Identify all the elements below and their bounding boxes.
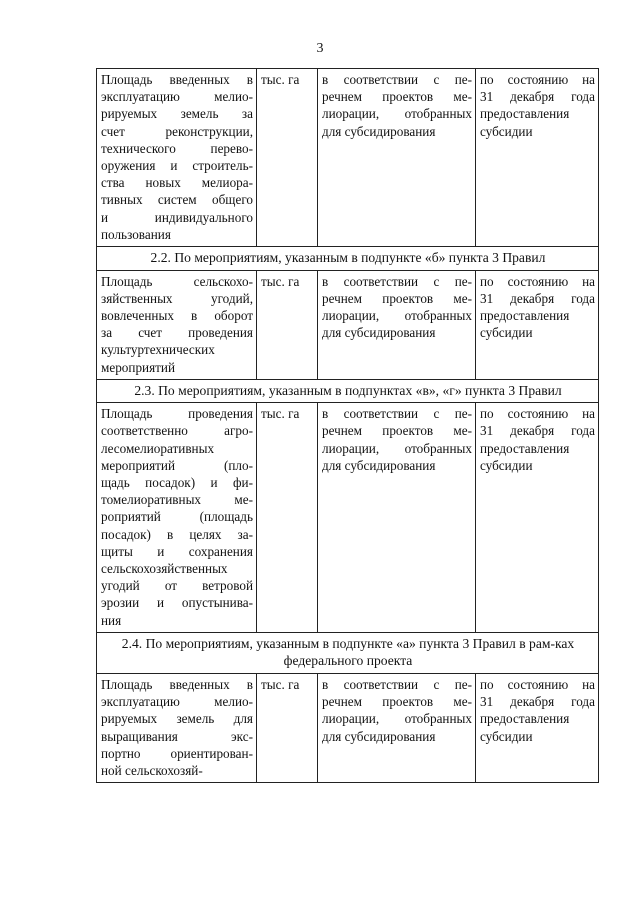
reporting-period-line: предоставления [480,106,570,122]
reporting-period-line: по состоянию на [480,72,595,87]
indicator-name-line: эрозии и опустынива- [101,595,253,611]
indicator-name-line: Площадь проведения [101,406,253,422]
reporting-period-line: 31 декабря года [480,290,595,306]
table-row [97,69,599,247]
reporting-period-line: по состоянию на [480,406,595,422]
table-row [97,403,599,633]
indicator-name-line: и индивидуального [101,209,253,225]
reporting-period [476,673,599,782]
data-source [318,69,476,247]
indicator-name-line: щиты и сохранения [101,543,253,559]
reporting-period [476,403,599,633]
indicator-name-line: роприятий (площадь [101,509,253,525]
section-row [97,379,599,403]
table-row [97,270,599,379]
indicator-name-line: счет реконструкции, [101,123,253,139]
section-row [97,632,599,673]
indicator-name-line: оружения и строитель- [101,158,253,174]
page-number: 3 [316,41,324,56]
data-source [318,270,476,379]
indicator-name-line: Площадь введенных в [101,676,253,692]
reporting-period [476,270,599,379]
indicator-name [97,270,257,379]
section-heading: 2.3. По мероприятиям, указанным в подпунктах «в», «г» пункта 3 Правил [97,379,599,403]
data-source-line: в соответствии с пе- [322,273,472,289]
indicator-name [97,673,257,782]
data-source-line: лиорации, отобранных [322,106,472,122]
unit-cell: тыс. га [257,69,318,247]
indicator-name-line: посадок) в целях за- [101,526,253,542]
indicator-name-line: томелиоративных ме- [101,492,253,508]
indicator-name [97,403,257,633]
indicator-name-line: лесомелиоративных [101,440,215,456]
data-source-line: для субсидирования [322,123,436,139]
unit-cell: тыс. га [257,403,318,633]
indicator-name-line: эксплуатацию мелио- [101,89,253,105]
reporting-period-line: 31 декабря года [480,89,595,105]
section-row [97,247,599,271]
indicator-name-line: рируемых земель для [101,711,253,727]
indicator-name-line: мероприятий [101,359,176,375]
section-heading: 2.4. По мероприятиям, указанным в подпункте «а» пункта 3 Правил в рам-ках федерального проекта [97,632,599,673]
indicator-name-line: Площадь введенных в [101,72,253,87]
data-source-line: в соответствии с пе- [322,72,472,87]
data-source-line: в соответствии с пе- [322,676,472,692]
indicators-table-body [97,69,599,783]
indicators-table [96,68,599,783]
table-row [97,673,599,782]
indicator-name-line: щадь посадок) и фи- [101,475,253,491]
data-source-line: для субсидирования [322,325,436,341]
unit-cell: тыс. га [257,673,318,782]
indicator-name-line: мероприятий (пло- [101,457,253,473]
indicator-name-line: угодий от ветровой [101,578,253,594]
indicator-name-line: сельскохозяйственных [101,561,228,577]
indicator-name-line: культуртехнических [101,342,215,358]
reporting-period-line: по состоянию на [480,676,595,692]
reporting-period-line: 31 декабря года [480,423,595,439]
indicator-name-line: ства новых мелиора- [101,175,253,191]
data-source-line: для субсидирования [322,728,436,744]
reporting-period-line: предоставления [480,711,570,727]
indicator-name-line: эксплуатацию мелио- [101,694,253,710]
data-source-line: речнем проектов ме- [322,423,472,439]
indicator-name [97,69,257,247]
indicator-name-line: за счет проведения [101,325,253,341]
data-source-line: в соответствии с пе- [322,406,472,422]
indicator-name-line: зяйственных угодий, [101,290,253,306]
unit-cell: тыс. га [257,270,318,379]
reporting-period-line: субсидии [480,728,533,744]
data-source [318,403,476,633]
section-heading: 2.2. По мероприятиям, указанным в подпункте «б» пункта 3 Правил [97,247,599,271]
data-source-line: лиорации, отобранных [322,711,472,727]
indicator-name-line: технического перево- [101,140,253,156]
reporting-period-line: предоставления [480,307,570,323]
reporting-period-line: по состоянию на [480,273,595,289]
indicator-name-line: Площадь сельскохо- [101,273,253,289]
reporting-period-line: 31 декабря года [480,694,595,710]
data-source [318,673,476,782]
indicator-name-line: рируемых земель за [101,106,253,122]
indicator-name-line: ной сельскохозяй- [101,762,203,778]
reporting-period-line: субсидии [480,123,533,139]
indicator-name-line: портно ориентирован- [101,745,253,761]
indicator-name-line: ния [101,612,122,628]
data-source-line: речнем проектов ме- [322,694,472,710]
reporting-period-line: предоставления [480,440,570,456]
indicator-name-line: пользования [101,226,171,242]
reporting-period [476,69,599,247]
indicator-name-line: соответственно агро- [101,423,253,439]
data-source-line: речнем проектов ме- [322,290,472,306]
indicator-name-line: вовлеченных в оборот [101,307,253,323]
data-source-line: для субсидирования [322,457,436,473]
indicator-name-line: выращивания экс- [101,728,253,744]
data-source-line: лиорации, отобранных [322,440,472,456]
data-source-line: речнем проектов ме- [322,89,472,105]
reporting-period-line: субсидии [480,457,533,473]
reporting-period-line: субсидии [480,325,533,341]
data-source-line: лиорации, отобранных [322,307,472,323]
indicator-name-line: тивных систем общего [101,192,253,208]
